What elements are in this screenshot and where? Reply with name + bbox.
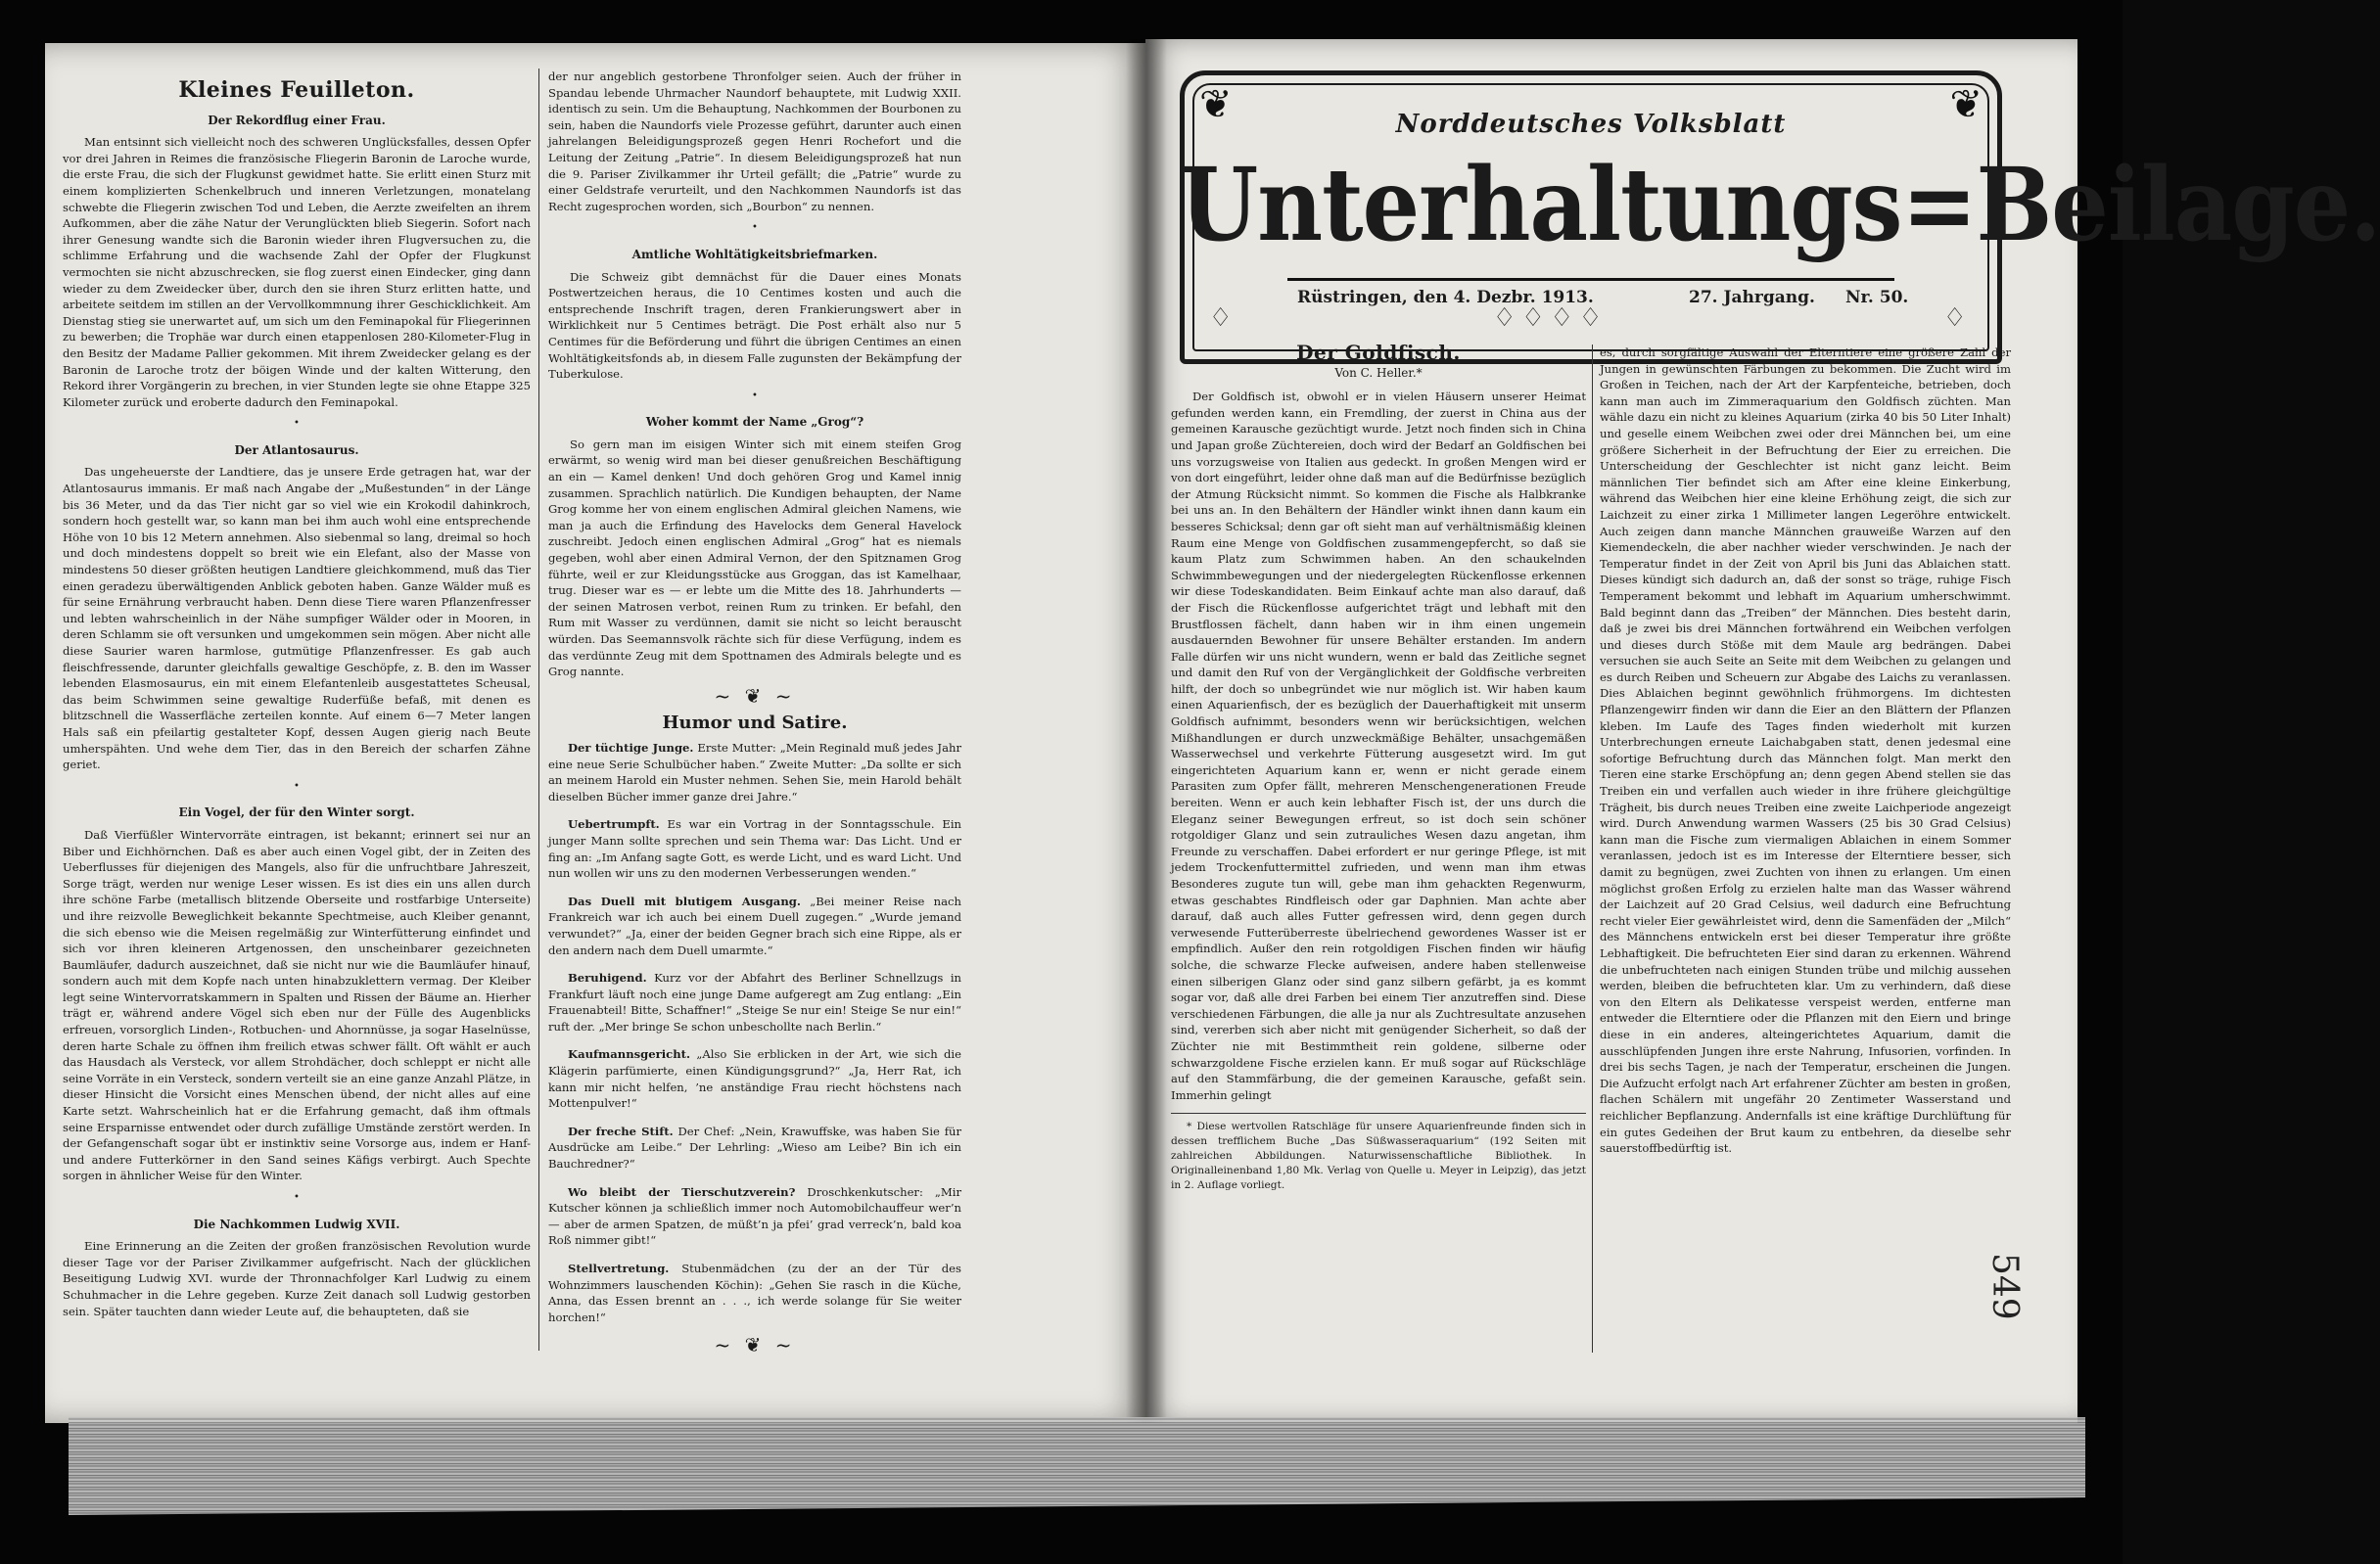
feuilleton-title: Kleines Feuilleton.	[178, 77, 415, 103]
section-title: Humor und Satire.	[662, 713, 848, 734]
article-heading: Ein Vogel, der für den Winter sorgt.	[178, 805, 415, 820]
humor-item	[548, 894, 961, 958]
humor-text: Kurz vor der Abfahrt des Berliner Schnellzugs in Frankfurt läuft noch eine junge Dame aufgeregt am Zug entlang: „Ein Frauenabteil! Bitte, Schaffner!“ „Steige Se nur ein! Steige Se nur ein!“ ruft der. „Mer bringe Se schon unbeschollte nach Berlin.“	[548, 971, 962, 1034]
footnote: * Diese wertvollen Ratschläge für unsere Aquarienfreunde finden sich in dessen trefflichem Buche „Das Süßwasseraquarium“ (192 Seiten mit zahlreichen Abbildungen. Naturwissenschaftliche Bibliothek. In Originalleinenband 1,80 Mk. Verlag von Quelle u. Meyer in Leipzig), das jetzt in 2. Auflage vorliegt.	[1171, 1113, 1586, 1193]
page-number: 549	[1984, 1253, 2025, 1320]
humor-lead: Stellvertretung.	[568, 1262, 670, 1275]
byline: Von C. Heller.*	[1334, 365, 1423, 380]
humor-lead: Uebertrumpft.	[568, 817, 660, 832]
article-text: Der Goldfisch ist, obwohl er in vielen Häusern unserer Heimat gefunden werden kann, ein Fremdling, der zuerst in China aus der gemeinen Karausche gezüchtigt wurde. Jetzt noch finden sich in China und Japan große Züchtereien, doch wird der Bedarf an Goldfischen bei uns vorzugsweise von Italien aus gedeckt. In großen Mengen wird er von dort eingeführt, leider ohne daß man auf die Bedürfnisse bezüglich der Atmung Rücksicht nimmt. So kommen die Fische als Halbkranke bei uns an. In den Behältern der Händler winkt ihnen dann kaum ein besseres Schicksal; denn gar oft sieht man auf verhältnismäßig kleinen Raum eine Menge von Goldfischen zusammengepfercht, so daß sie kaum Platz zum Schwimmen haben. An den schaukelnden Schwimmbewegungen und der niedergelegten Rückenflosse erkennen wir diese Todeskandidaten. Beim Einkauf achte man also darauf, daß der Fisch die Rückenflosse aufgerichtet trägt und lebhaft mit den Brustflossen fächelt, dann haben wir in ihm einen ungemein ausdauernden Bewohner für unsere Behälter erstanden. Im andern Falle dürfen wir uns nicht wundern, wenn er bald das Zeitliche segnet und damit den Ruf von der Vergänglichkeit der Goldfische verbreiten hilft, der doch so unbegründet wie nur möglich ist. Wir haben kaum einen Aquarienfisch, der es bezüglich der Dauerhaftigkeit mit unserm Goldfisch aufnimmt, besonders wenn wir berücksichtigen, welchen Mißhandlungen er durch unzweckmäßige Behälter, unsachgemäßen Wasserwechsel und verkehrte Fütterung ausgesetzt wird. Im gut eingerichteten Aquarium kann er, wenn er nicht gerade einem Parasiten zum Opfer fällt, mehreren Menschengenerationen Freude bereiten. Wenn er auch kein lebhafter Fisch ist, der uns durch die Eleganz seiner Bewegungen erfreut, so ist doch sein schöner rotgoldiger Glanz und sein zutrauliches Wesen dazu angetan, ihm Freunde zu verschaffen. Dabei erfordert er nur geringe Pflege, ist mit jedem Trockenfuttermittel zufrieden, und wenn man ihm etwas Besonderes zugute tun will, gebe man ihm gehackten Regenwurm, etwas geschabtes Rindfleisch oder gar Daphnien. Man achte aber darauf, daß auch alles Futter gefressen wird, denn gegen durch verwesende Futterüberreste übelriechend gewordenes Wasser ist er empfindlich. Außer den rein rotgoldigen Fischen finden wir häufig solche, die schwarze Flecke aufweisen, andere haben stellenweise einen silberigen Glanz oder sind ganz silbern gefärbt, ja es kommt sogar vor, daß alle drei Farben bei einem Tier anzutreffen sind. Diese verschiedenen Färbungen, die alle ja nur als Zuchtresultate anzusehen sind, vererben sich aber nicht mit genügender Sicherheit, so daß der Züchter nie mit Bestimmtheit rein goldene, silberne oder schwarzgoldene Fische erzielen kann. Er muß sogar auf Rückschläge auf den Stammfärbung, die der gemeinen Karausche, gefaßt sein. Immerhin gelingt	[1171, 390, 1586, 1102]
right-column-1	[1171, 341, 1586, 1362]
humor-lead: Beruhigend.	[568, 971, 647, 986]
humor-text: „Also Sie erblicken in der Art, wie sich die Klägerin parfümierte, einen Kündigungsgrund?“ „Ja, Herr Rat, ich kann mir nicht helfen, ’ne anständige Frau riecht höchstens nach Mottenpulver!“	[548, 1047, 962, 1111]
right-column-2	[1600, 345, 2011, 1362]
humor-item	[548, 1261, 961, 1325]
humor-text: Erste Mutter: „Mein Reginald muß jedes Jahr eine neue Serie Schulbücher haben.“ Zweite Mutter: „Da sollte er sich an meinem Harold ein Muster nehmen. Sehen Sie, mein Harold behält dieselben Bücher immer ganze drei Jahre.“	[548, 740, 961, 804]
column-rule	[1592, 345, 1593, 1353]
issue-number: Nr. 50.	[1845, 288, 1909, 307]
humor-item	[548, 1046, 961, 1111]
article-text: Daß Vierfüßler Wintervorräte eintragen, ist bekannt; erinnert sei nur an Biber und Eichhörnchen. Daß es aber auch einen Vogel gibt, der in Zeiten des Ueberflusses für diejenigen des Mangels, also für die unfruchtbare Jahreszeit, Sorge trägt, werden nur wenige Leser wissen. Es ist dies ein uns allen durch ihre schöne Farbe (metallisch blitzende Oberseite und rostfarbige Unterseite) und ihre reizvolle Beweglichkeit bekannte Spechtmeise, auch Kleiber genannt, die sich ebenso wie die Meisen regelmäßig zur Winterfütterung einfindet und sich vor ihren kleineren Artgenossen, den unscheinbarer gezeichneten Baumläufer, dadurch auszeichnet, daß sie nicht nur wie die Baumläufer hinauf, sondern auch mit dem Kopfe nach unten hinabzuklettern vermag. Der Kleiber legt seine Wintervorratskammern in Spalten und Rissen der Bäume an. Hierher trägt er, während andere Vögel sich eben nur der Fülle des Augenblicks erfreuen, vorsorglich Linden-, Rotbuchen- und Ahornnüsse, ja sogar Haselnüsse, deren harte Schale zu öffnen ihm freilich etwas schwer fällt. Oft wählt er auch das Hausdach als Versteck, vor allem Strohdächer, doch schleppt er nicht alle seine Vorräte in ein Versteck, sondern verteilt sie an eine ganze Anzahl Plätze, in dieser Hinsicht die Vorsicht eines Menschen übend, der nicht alles auf eine Karte setzt. Wahrscheinlich hat er die Erfahrung gemacht, daß ihm oftmals seine Ersparnisse entwendet oder durch zufällige Umstände zerstört werden. In der Gefangenschaft sogar übt er instinktiv seine Vorsorge aus, indem er Hanf- und andere Futterkörner in den Sand seines Käfigs verbirgt. Auch Spechte sorgen in ähnlicher Weise für den Winter.	[63, 827, 531, 1183]
separator-bullet: •	[294, 780, 300, 792]
lamp-ornament-icon: ♢	[1943, 303, 1973, 333]
masthead-subtitle: Norddeutsches Volksblatt	[1395, 110, 1787, 139]
humor-text: Es war ein Vortrag in der Sonntagsschule. Ein junger Mann sollte sprechen und sein Thema war: Das Licht. Und er fing an: „Im Anfang sagte Gott, es werde Licht, und es ward Licht. Und nun wollen wir uns zu den modernen Verbesserungen wenden.“	[548, 817, 961, 881]
masthead-rule	[1287, 278, 1894, 281]
humor-text: Droschkenkutscher: „Mir Kutscher können ja schließlich immer noch Automobilchauffeur wer’n — aber de armen Spatzen, de müßt’n ja pfei’ grad verreck’n, bald koa Roß nimmer gibt!“	[548, 1184, 962, 1248]
article-text: Das ungeheuerste der Landtiere, das je unsere Erde getragen hat, war der Atlantosaurus immanis. Er maß nach Angabe der „Mußestunden“ in der Länge bis 36 Meter, und da das Tier nicht gar so viel wie ein Krokodil dahinkroch, sondern hoch gestellt war, so kann man bei ihm auch wohl eine entsprechende Höhe von 10 bis 12 Metern annehmen. Also siebenmal so lang, dreimal so hoch und doch mindestens doppelt so breit wie ein Elefant, also der Masse von mindestens 50 dieser größten heutigen Landtiere gleichkommend, muß das Tier einen geradezu überwältigenden Anblick geboten haben. Ganze Wälder muß es für seine Ernährung verbraucht haben. Denn diese Tiere waren Pflanzenfresser und lebten wahrscheinlich in der Nähe sumpfiger Wälder oder in Mooren, in deren Schlamm sie oft versunken und umgekommen sein mögen. Aber nicht alle diese Saurier waren harmlose, gutmütige Pflanzenfresser. Es gab auch fleischfressende, darunter gleichfalls gewaltige Geschöpfe, z. B. den im Wasser lebenden Elasmosaurus, ein mit einem Elefantenleib ausgestattetes Scheusal, das beim Schwimmen seine gewaltige Ruderfüße befaß, mit denen es blitzschnell die Wasserfläche zerteilen konnte. Auf einem 6—7 Meter langen Hals saß ein pfeilartig gestalteter Kopf, dessen Augen gierig nach Beute umherspähten. Und wehe dem Tier, das in den Bereich der scharfen Zähne geriet.	[63, 465, 531, 772]
article-text: es, durch sorgfältige Auswahl der Elterntiere eine größere Zahl der Jungen in gewünschten Färbungen zu bekommen. Die Zucht wird im Großen in Teichen, nach der Art der Karpfenteiche, betrieben, doch kann man auch im Zimmeraquarium den Goldfisch züchten. Man wähle dazu ein nicht zu kleines Aquarium (zirka 40 bis 50 Liter Inhalt) und geselle einem Weibchen zwei oder drei Männchen bei, um eine größere Sicherheit in der Befruchtung der Eier zu erreichen. Die Unterscheidung der Geschlechter ist nicht ganz leicht. Beim männlichen Tier befindet sich am After eine kleine Einkerbung, während das Weibchen hier eine kleine Erhöhung zeigt, die sich zur Laichzeit zu einer zirka 1 Millimeter langen Legeröhre entwickelt. Auch zeigen dann manche Männchen grauweiße Warzen auf den Kiemendeckeln, die aber nachher wieder verschwinden. Je nach der Temperatur findet in der Zeit von April bis Juni das Ablaichen statt. Dieses kündigt sich dadurch an, daß der sonst so träge, ruhige Fisch Temperament bekommt und lebhaft im Aquarium umherschwimmt. Bald beginnt dann das „Treiben“ der Männchen. Dies besteht darin, daß je zwei bis drei Männchen fortwährend ein Weibchen verfolgen und dieses durch Stöße mit dem Maule arg bedrängen. Dabei versuchen sie auch Seite an Seite mit dem Weibchen zu gelangen und es durch Reiben und Scheuern zur Abgabe des Laichs zu veranlassen. Dies Ablaichen beginnt gewöhnlich frühmorgens. Im dichtesten Pflanzengewirr finden wir dann die Eier an den Blättern der Pflanzen kleben. Im Laufe des Tages finden wiederholt mit kurzen Unterbrechungen erneute Laichabgaben statt, denen jedesmal eine sofortige Befruchtung durch das Männchen folgt. Man merkt den Tieren eine starke Erschöpfung an; denn gegen Abend stellen sie das Treiben ein und verfallen auch wieder in ihre frühere gleichgültige Trägheit, bis durch neues Treiben eine zweite Laichperiode angezeigt wird. Durch Anwendung warmen Wassers (25 bis 30 Grad Celsius) kann man die Fische zum viermaligen Ablaichen in einem Sommer veranlassen, jedoch ist es im Interesse der Elterntiere besser, sich damit zu begnügen, zwei Zuchten von ihnen zu erlangen. Um einen möglichst großen Erfolg zu erzielen halte man das Wasser während der Laichzeit auf 20 Grad Celsius, weil dadurch eine Befruchtung recht vieler Eier gewährleistet wird, denn die Samenfäden der „Milch“ des Männchens entwickeln erst bei dieser Temperatur ihre größte Lebhaftigkeit. Die befruchteten Eier sind daran zu erkennen. Während die unbefruchteten nach einigen Stunden trübe und milchig aussehen werden, bleiben die befruchteten klar. Um zu verhindern, daß diese von den Eltern als Delikatesse verspeist werden, entferne man entweder die Elterntiere oder die Pflanzen mit den Eiern und bringe diese in ein anderes, alteingerichtetes Aquarium, damit die ausschlüpfenden Jungen ihre erste Nahrung, Infusorien, vorfinden. In drei bis sechs Tagen, je nach der Temperatur, erscheinen die Jungen. Die Aufzucht erfolgt nach Art erfahrener Züchter am besten in großen, flachen Schälern mit ungefähr 20 Zentimeter Wasserstand und reichlicher Bepflanzung. Andernfalls ist eine kräftige Durchlüftung für ein gutes Gedeihen der Brut kaum zu entbehren, da dieselbe sehr sauerstoffbedürftig ist.	[1600, 345, 2011, 1156]
left-column-2	[548, 69, 961, 1380]
lamp-ornament-icon: ♢	[1209, 303, 1238, 333]
lamp-ornament-icon: ♢♢♢♢	[1493, 303, 1609, 333]
article-heading: Der Atlantosaurus.	[234, 442, 359, 457]
separator-bullet: •	[294, 1192, 300, 1203]
article-title: Der Goldfisch.	[1296, 341, 1461, 364]
separator-bullet: •	[294, 418, 300, 430]
masthead-title: Unterhaltungs=Beilage.	[1180, 145, 2380, 264]
article-heading: Amtliche Wohltätigkeitsbriefmarken.	[631, 247, 878, 261]
humor-item	[548, 816, 961, 881]
article-text: Die Schweiz gibt demnächst für die Dauer eines Monats Postwertzeichen heraus, die 10 Centimes kosten und auch die entsprechende Inschrift tragen, deren Frankierungswert aber in Wirklichkeit nur 5 Centimes beträgt. Die Post erhält also nur 5 Centimes für die Beförderung und führt die übrigen Centimes an einen Wohltätigkeitsfonds ab, in diesem Falle zugunsten der Bekämpfung der Tuberkulose.	[548, 269, 961, 382]
article-heading: Die Nachkommen Ludwig XVII.	[193, 1217, 400, 1231]
vine-ornament-icon: ❦	[1949, 82, 1983, 127]
humor-lead: Der tüchtige Junge.	[568, 740, 694, 755]
humor-lead: Der freche Stift.	[568, 1124, 674, 1138]
article-heading: Woher kommt der Name „Grog“?	[645, 415, 864, 430]
humor-item	[548, 740, 961, 805]
humor-item	[548, 970, 961, 1035]
article-text: So gern man im eisigen Winter sich mit einem steifen Grog erwärmt, so wenig wird man bei dieser genußreichen Beschäftigung an ein — Kamel denken! Und doch gehören Grog und Kamel innig zusammen. Sprachlich natürlich. Die Kundigen behaupten, der Name Grog komme her von einem englischen Admiral gleichen Namens, wie man ja auch die Erfindung des Havelocks dem General Havelock zuschreibt. Jedoch einen englischen Admiral „Grog“ hat es niemals gegeben, wohl aber einen Admiral Vernon, der den Spitznamen Grog führte, weil er zur Kleidungsstücke aus Groggan, das ist Kamelhaar, trug. Dieser war es — er lebte um die Mitte des 18. Jahrhunderts — der seinen Matrosen verbot, reinen Rum zu trinken. Er befahl, den Rum mit Wasser zu verdünnen, damit sie nicht so leicht berauscht würden. Das Seemannsvolk rächte sich für diese Verfügung, indem es das verdünnte Zeug mit dem Spottnamen des Admirals belegte und es Grog nannte.	[548, 437, 961, 679]
humor-item	[548, 1184, 961, 1249]
masthead	[1180, 70, 2380, 364]
article-text: Man entsinnt sich vielleicht noch des schweren Unglücksfalles, dessen Opfer vor drei Jahren in Reimes die französische Fliegerin Baronin de Laroche wurde, die erste Frau, die sich der Flugkunst gewidmet hatte. Sie erlitt einen Sturz mit einem komplizierten Schenkelbruch und inneren Verletzungen, monatelang schwebte die Fliegerin zwischen Tod und Leben, die Aerzte zweifelten an ihrem Aufkommen, aber die zähe Natur der Verunglückten blieb Siegerin. Sofort nach ihrer Genesung wandte sich die Baronin wieder ihren Flugversuchen zu, die schlimme Erfahrung und die wachsende Zahl der Opfer der Flugkunst vermochten sie nicht abzuschrecken, sie flog zuerst einen Eindecker, ging dann wieder zu dem Zweidecker über, durch den sie ihren Sturz erlitten hatte, und arbeitete seitdem im stillen an der Vervollkommnung ihrer Geschicklichkeit. Am Dienstag stieg sie unerwartet auf, um sich um den Feminapokal für Fliegerinnen zu bewerben; die Trophäe war durch einen etappenlosen 280-Kilometer-Flug in den Besitz der Madame Pallier gekommen. Mit ihrem Zweidecker gelang es der Baronin de Laroche trotz der böigen Winde und der kalten Witterung, den Rekord ihrer Vorgängerin zu brechen, in vier Stunden legte sie ohne Etappe 325 Kilometer zurück und eroberte dadurch den Feminapokal.	[63, 135, 531, 409]
humor-text: „Bei meiner Reise nach Frankreich war ich auch bei einem Duell zugegen.“ „Wurde jemand verwundet?“ „Ja, einer der beiden Gegner brach sich eine Rippe, als er den andern nach dem Duell umarmte.“	[548, 894, 961, 957]
humor-item	[548, 1124, 961, 1173]
separator-bullet: •	[752, 390, 758, 401]
humor-lead: Das Duell mit blutigem Ausgang.	[568, 894, 801, 908]
humor-text: Der Chef: „Nein, Krawuffske, was haben Sie für Ausdrücke am Leibe.“ Der Lehrling: „Wieso am Leibe? Bin ich ein Bauchredner?“	[548, 1124, 961, 1172]
humor-lead: Kaufmannsgericht.	[568, 1047, 691, 1062]
vine-ornament-icon: ❦	[1199, 82, 1233, 127]
article-text: Eine Erinnerung an die Zeiten der großen französischen Revolution wurde dieser Tage vor der Pariser Zivilkammer aufgefrischt. Nach der glücklichen Beseitigung Ludwig XVI. wurde der Thronnachfolger Karl Ludwig zu einem Schuhmacher in die Lehre gegeben. Kurze Zeit danach soll Ludwig gestorben sein. Später tauchten dann wieder Leute auf, die behaupteten, daß sie	[63, 1239, 531, 1318]
humor-text: Stubenmädchen (zu der an der Tür des Wohnzimmers lauschenden Köchin): „Gehen Sie rasch in die Küche, Anna, das Essen brennt an . . ., ich werde solange für Sie weiter horchen!“	[548, 1262, 961, 1324]
book-gutter	[1126, 39, 1167, 1423]
ornament-divider: ~ ❦ ~	[714, 683, 796, 708]
left-column-1	[63, 76, 531, 1388]
humor-lead: Wo bleibt der Tierschutzverein?	[568, 1184, 796, 1199]
article-heading: Der Rekordflug einer Frau.	[208, 113, 386, 127]
issue-year: 27. Jahrgang.	[1689, 288, 1815, 307]
article-text: der nur angeblich gestorbene Thronfolger seien. Auch der früher in Spandau lebende Uhrmacher Naundorf behauptete, mit Ludwig XXII. identisch zu sein. Um die Behauptung, Nachkommen der Bourbonen zu sein, haben die Naundorfs viele Prozesse geführt, darunter auch einen jahrelangen Beleidigungsprozeß gegen Henri Rochefort und die Leitung der Zeitung „Patrie“. In diesem Beleidigungsprozeß hat nun die 9. Pariser Zivilkammer ihr Urteil gefällt; die „Patrie“ wurde zu einer Geldstrafe verurteilt, und den Nachkommen Naundorfs ist das Recht zugesprochen worden, sich „Bourbon“ zu nennen.	[548, 69, 961, 213]
ornament-divider: ~ ❦ ~	[714, 1333, 796, 1357]
issue-place-date: Rüstringen, den 4. Dezbr. 1913.	[1297, 288, 1594, 307]
column-rule	[538, 69, 539, 1351]
separator-bullet: •	[752, 222, 758, 234]
